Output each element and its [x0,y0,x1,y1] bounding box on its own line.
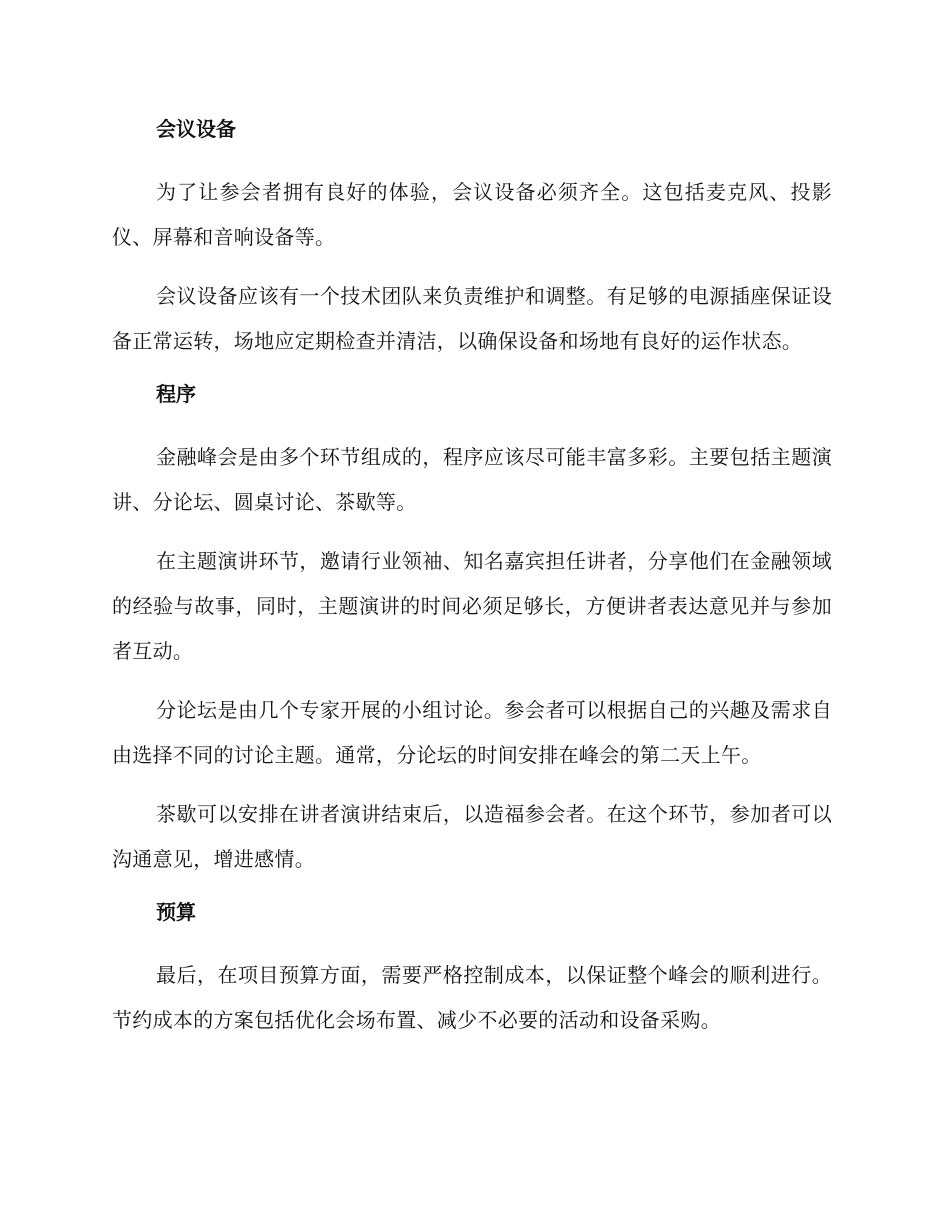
paragraph: 茶歇可以安排在讲者演讲结束后，以造福参会者。在这个环节，参加者可以沟通意见，增进感情。 [112,802,832,871]
paragraph: 为了让参会者拥有良好的体验，会议设备必须齐全。这包括麦克风、投影仪、屏幕和音响设备等。 [112,180,832,249]
paragraph: 会议设备应该有一个技术团队来负责维护和调整。有足够的电源插座保证设备正常运转，场地应定期检查并清洁，以确保设备和场地有良好的运作状态。 [112,284,832,353]
section-heading-equipment: 会议设备 [156,117,236,141]
paragraph: 金融峰会是由多个环节组成的，程序应该尽可能丰富多彩。主要包括主题演讲、分论坛、圆桌讨论、茶歇等。 [112,445,832,514]
paragraph: 在主题演讲环节，邀请行业领袖、知名嘉宾担任讲者，分享他们在金融领域的经验与故事，同时，主题演讲的时间必须足够长，方便讲者表达意见并与参加者互动。 [112,549,832,663]
section-heading-budget: 预算 [156,900,196,924]
paragraph: 最后，在项目预算方面，需要严格控制成本，以保证整个峰会的顺利进行。节约成本的方案包括优化会场布置、减少不必要的活动和设备采购。 [112,963,832,1032]
paragraph: 分论坛是由几个专家开展的小组讨论。参会者可以根据自己的兴趣及需求自由选择不同的讨论主题。通常，分论坛的时间安排在峰会的第二天上午。 [112,698,832,767]
section-heading-program: 程序 [156,382,196,406]
